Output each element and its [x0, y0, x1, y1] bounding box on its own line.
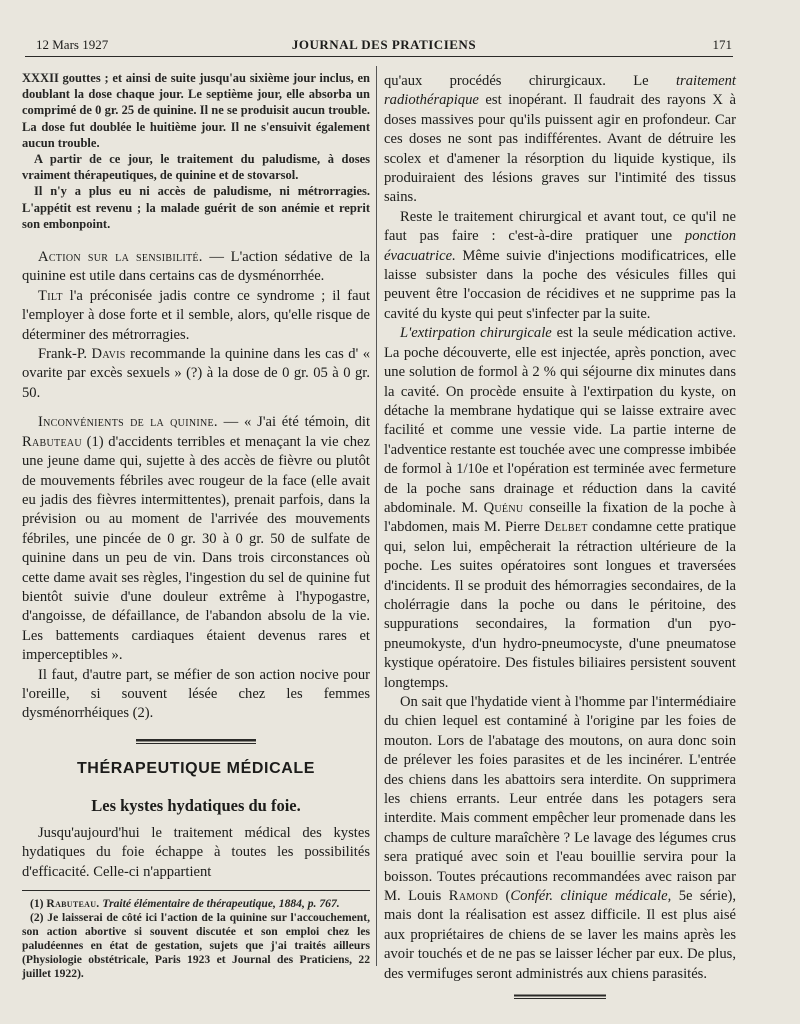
header-page-number: 171 [712, 37, 732, 52]
inconvenients-heading: Inconvénients de la quinine. [38, 414, 218, 431]
footnote-2: (2) Je laisserai de côté ici l'action de la quinine sur l'accouchement, son action abortive si souvent discutée et son emploi chez les paludéennes en état de gestation, sujets que j'ai traités ailleurs (Physiologie obstétricale, Paris 1923 et Journal des Praticiens, 22 juillet 1922). [22, 911, 370, 980]
footnote-rule [22, 890, 370, 891]
author-name: Delbet [544, 519, 588, 536]
davis-paragraph: Frank-P. Davis recommande la quinine dans les cas d' « ovarite par excès sexuels » (?) à la dose de 0 gr. 05 à 0 gr. 50. [22, 346, 370, 401]
author-name: Rabuteau [22, 433, 82, 450]
surgery-paragraph: Reste le traitement chirurgical et avant tout, ce qu'il ne faut pas faire : c'est-à-dire pratiquer une ponction évacuatrice. Même suivie d'injections modificatrices, elle laisse subsister dans la poche des vésicules filles qui peuvent être l'occasion de récidives et ne supprime pas la cavité du kyste qui peut s'infecter par la suite. [384, 208, 736, 322]
action-heading: Action sur la sensibilité. [38, 249, 203, 266]
column-divider [376, 66, 377, 966]
tilt-paragraph: Tilt l'a préconisée jadis contre ce syndrome ; il faut l'employer à dose forte et il semble, alors, qu'elle risque de déterminer des métrorragies. [22, 287, 370, 343]
author-name: Tilt [38, 287, 63, 304]
article-title: Les kystes hydatiques du foie. [91, 795, 301, 815]
action-paragraph: Action sur la sensibilité. — L'action sédative de la quinine est utile dans certains cas de dysménorrhée. [22, 249, 370, 285]
inconvenients-paragraph: Inconvénients de la quinine. — « J'ai été témoin, dit Rabuteau (1) d'accidents terribles et menaçant la vie chez une jeune dame qui, sujette à des accès de fièvre ou plutôt de mouvements fébriles avec rougeur de la face (elle avait eu jadis des fièvres intermittentes), prenait parfois, dans la prévision ou au moment de l'arrivée des mouvements fébriles, une pincée de 0 gr. 30 à 0 gr. 50 de sulfate de quinine dans un peu de vin. Dans trois circonstances où cette dame avait ses règles, l'ingestion du sel de quinine fut bientôt suivie d'une douleur extrême à l'hypogastre, d'angoisse, de défaillance, de l'abandon absolu de la vie. Les battements cardiaques étaient devenus rares et imperceptibles ». [22, 414, 371, 664]
case-paragraph: Il n'y a plus eu ni accès de paludisme, ni métrorragies. L'appétit est revenu ; la malade guérit de son anémie et reprit son embonpoint. [22, 184, 370, 231]
header-rule [25, 56, 733, 57]
prophylaxis-paragraph: On sait que l'hydatide vient à l'homme par l'intermédiaire du chien lequel est contaminé à l'origine par les foies de mouton. Lors de l'abatage des moutons, on aura donc soin de prélever les foies parasites et de les incinérer. L'entrée des chiens dans les abattoirs sera interdite. On supprimera les chiens errants. Leur entrée dans les potagers sera interdite. Mais comment empêcher leur promenade dans les champs de culture maraîchère ? Le lavage des légumes crus sera pratiqué avec soin et l'eau bouillie servira pour la boisson. Toutes précautions recommandées avec raison par M. Louis Ramond (Confér. clinique médicale, 5e série), mais dont la réalisation est assez difficile. Il est plus aisé aux propriétaires de chiens de se laver les mains après les avoir touchés et de ne pas se laisser lécher par eux. De plus, des vermifuges seront administrés aux chiens parasités. [384, 694, 736, 982]
article-intro [22, 824, 370, 882]
extirpation-paragraph: L'extirpation chirurgicale est la seule médication active. La poche découverte, elle est injectée, après ponction, avec une solution de formol à 2 % qui séjourne dix minutes dans la cavité. On procède ensuite à l'extirpation du kyste, on détache la membrane hydatique qui se laisse extraire avec facilité et comme une vessie vide. La partie interne de l'adventice restante est touchée avec une compresse imbibée de formol à 1/10e et l'opération est terminée avec fermeture de la poche sans drainage et réduction dans la cavité abdominale. M. Quénu conseille la fixation de la poche à l'abdomen, mais M. Pierre Delbet condamne cette pratique qui, selon lui, empêcherait la rétraction ultérieure de la poche. Les suites opératoires sont longues et traversées d'incidents. Il se produit des hémorragies secondaires, de la cholérragie dans la poche ou dans le péritoine, des suppurations secondaires, la formation d'un pyo-pneumokyste, d'un hydro-pneumocyste, d'une pneumatose kystique opératoire. Des fistules biliaires persistent souvent longtemps. [384, 325, 737, 691]
case-paragraph: A partir de ce jour, le traitement du paludisme, à doses vraiment thérapeutiques, de quinine et de stovarsol. [22, 152, 370, 183]
header-journal-title: JOURNAL DES PRATICIENS [291, 37, 477, 52]
author-name: Ramond [448, 888, 499, 905]
quinine-section [22, 248, 370, 724]
author-name: Quénu [483, 499, 524, 516]
footnote-1: (1) Rabuteau. Traité élémentaire de thérapeutique, 1884, p. 767. [30, 897, 340, 910]
section-title: THÉRAPEUTIQUE MÉDICALE [76, 759, 316, 777]
case-paragraph: XXXII gouttes ; et ainsi de suite jusqu'au sixième jour inclus, en doublant la dose chaque jour. Le septième jour, elle absorba un comprimé de 0 gr. 25 de quinine. Il ne se produisit aucun trouble. La dose fut doublée le huitième jour. Il ne s'ensuivit également aucun trouble. [22, 71, 370, 150]
footnotes [22, 897, 370, 981]
left-column [22, 70, 370, 981]
case-report [22, 70, 370, 232]
running-header [36, 37, 732, 55]
article-intro-paragraph: Jusqu'aujourd'hui le traitement médical des kystes hydatiques du foie échappe à toutes les possibilités d'efficacité. Celle-ci n'appartient [22, 824, 370, 880]
kystes-article-continued [384, 72, 736, 984]
radiotherapy-paragraph: qu'aux procédés chirurgicaux. Le traitement radiothérapique est inopérant. Il faudrait des rayons X à doses massives pour qu'ils puissent agir en profondeur. Car ces doses ne sont pas indifférentes. Avant de détruire les scolex et d'amener la résorption du liquide kystique, ils produiraient des lésions graves sur l'intimité des tissus sains. [384, 73, 736, 206]
author-name: Davis [91, 346, 126, 363]
article-end-ornament [514, 994, 606, 1000]
author-name: Rabuteau. [46, 897, 100, 910]
section-ornament [136, 738, 256, 746]
mefier-paragraph: Il faut, d'autre part, se méfier de son action nocive pour l'oreille, si souvent lésée chez les femmes dysménorrhéiques (2). [22, 666, 370, 722]
right-column [384, 72, 736, 1000]
header-date: 12 Mars 1927 [36, 37, 109, 52]
